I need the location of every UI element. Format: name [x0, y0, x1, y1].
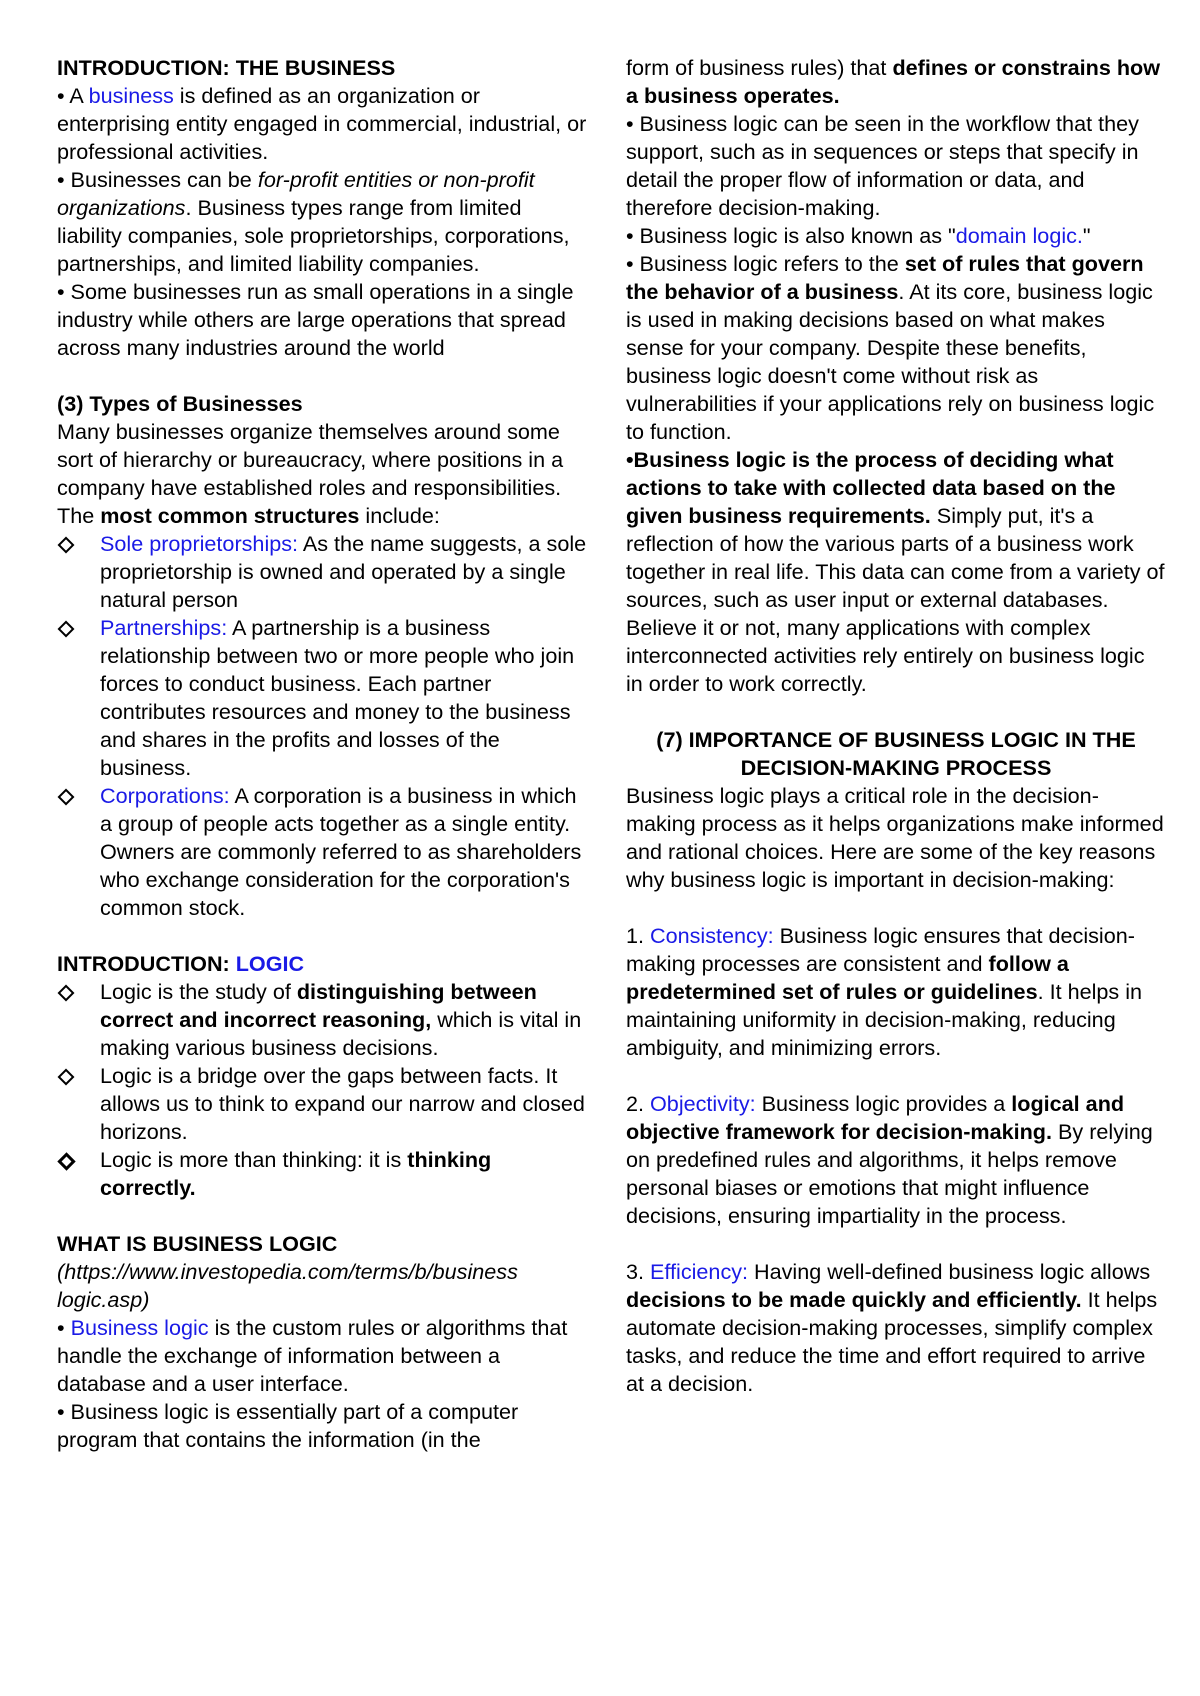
corporations-link[interactable]: Corporations:: [100, 783, 230, 808]
objectivity-link[interactable]: Objectivity:: [650, 1091, 756, 1116]
intro-business-bullet-3: • Some businesses run as small operations in a single industry while others are large operations that spread across many industries around the world: [57, 279, 574, 360]
intro-business-bullet-1: • A business is defined as an organization or enterprising entity engaged in commercial, industrial, or professional activities.: [57, 83, 587, 164]
list-item: Logic is more than thinking: it is thinking correctly.: [57, 1146, 587, 1202]
business-link[interactable]: business: [88, 83, 174, 108]
types-heading: (3) Types of Businesses: [57, 391, 303, 416]
what-is-bullet-6: •Business logic is the process of deciding what actions to take with collected data based on the given business requirements. Simply put, it's a reflection of how the various parts of a business work together in real life. This data can come from a variety of sources, such as user input or external databases. Believe it or not, many applications with complex interconnected activities rely entirely on business logic in order to work correctly.: [626, 447, 1165, 696]
what-is-bullet-5: • Business logic refers to the set of rules that govern the behavior of a business. At its core, business logic is used in making decisions based on what makes sense for your company. Despite these benefits, business logic doesn't come without risk as vulnerabilities if your applications rely on business logic to function.: [626, 251, 1155, 444]
list-item: Logic is a bridge over the gaps between facts. It allows us to think to expand our narrow and closed horizons.: [57, 1062, 587, 1146]
what-is-bullet-3: • Business logic can be seen in the workflow that they support, such as in sequences or steps that specify in detail the proper flow of information or data, and therefore decision-making.: [626, 111, 1139, 220]
domain-logic-link[interactable]: domain logic.: [955, 223, 1083, 248]
diamond-bullet-icon: [58, 1069, 75, 1086]
importance-point-2: 2. Objectivity: Business logic provides a logical and objective framework for decision-making. By relying on predefined rules and algorithms, it helps remove personal biases or emotions that might influence decisions, ensuring impartiality in the process.: [626, 1091, 1153, 1228]
diamond-bullet-icon: [58, 789, 75, 806]
what-is-bullet-1: • Business logic is the custom rules or algorithms that handle the exchange of information between a database and a user interface.: [57, 1315, 568, 1396]
diamond-bullet-icon: [58, 537, 75, 554]
diamond-bullet-icon: [57, 1152, 75, 1170]
list-item: Logic is the study of distinguishing between correct and incorrect reasoning, which is vital in making various business decisions.: [57, 978, 587, 1062]
source-citation: (https://www.investopedia.com/terms/b/business logic.asp): [57, 1259, 518, 1312]
left-column: [57, 54, 587, 1454]
what-is-bullet-4: • Business logic is also known as "domain logic.": [626, 223, 1091, 248]
list-item: Partnerships: A partnership is a business relationship between two or more people who join forces to conduct business. Each partner contributes resources and money to the business and shares in the profits and losses of the business.: [57, 614, 587, 782]
what-is-heading: WHAT IS BUSINESS LOGIC: [57, 1231, 338, 1256]
diamond-bullet-icon: [58, 985, 75, 1002]
list-item: Sole proprietorships: As the name suggests, a sole proprietorship is owned and operated by a single natural person: [57, 530, 587, 614]
intro-business-bullet-2: • Businesses can be for-profit entities or non-profit organizations. Business types range from limited liability companies, sole proprietorships, corporations, partnerships, and limited liability companies.: [57, 167, 570, 276]
partnerships-link[interactable]: Partnerships:: [100, 615, 228, 640]
diamond-bullet-icon: [58, 621, 75, 638]
right-column: [626, 54, 1166, 1398]
list-item: Corporations: A corporation is a business in which a group of people acts together as a single entity. Owners are commonly referred to as shareholders who exchange consideration for the corporation's common stock.: [57, 782, 587, 922]
intro-business-heading: INTRODUCTION: THE BUSINESS: [57, 55, 396, 80]
what-is-bullet-2: • Business logic is essentially part of a computer program that contains the information (in the: [57, 1399, 519, 1452]
business-logic-link[interactable]: Business logic: [70, 1315, 209, 1340]
sole-proprietorships-link[interactable]: Sole proprietorships:: [100, 531, 299, 556]
types-intro: Many businesses organize themselves around some sort of hierarchy or bureaucracy, where positions in a company have established roles and responsibilities. The most common structures include:: [57, 419, 564, 528]
consistency-link[interactable]: Consistency:: [650, 923, 774, 948]
logic-link[interactable]: LOGIC: [235, 951, 305, 976]
importance-heading: (7) IMPORTANCE OF BUSINESS LOGIC IN THE DECISION-MAKING PROCESS: [656, 727, 1136, 780]
importance-point-1: 1. Consistency: Business logic ensures that decision-making processes are consistent and follow a predetermined set of rules or guidelines. It helps in maintaining uniformity in decision-making, reducing ambiguity, and minimizing errors.: [626, 923, 1143, 1060]
intro-logic-heading: INTRODUCTION: LOGIC: [57, 951, 305, 976]
what-is-bullet-2-continued: form of business rules) that defines or constrains how a business operates.: [626, 55, 1161, 108]
importance-intro: Business logic plays a critical role in the decision-making process as it helps organizations make informed and rational choices. Here are some of the key reasons why business logic is important in decision-making:: [626, 783, 1164, 892]
importance-point-3: 3. Efficiency: Having well-defined business logic allows decisions to be made quickly and efficiently. It helps automate decision-making processes, simplify complex tasks, and reduce the time and effort required to arrive at a decision.: [626, 1259, 1158, 1396]
efficiency-link[interactable]: Efficiency:: [650, 1259, 749, 1284]
